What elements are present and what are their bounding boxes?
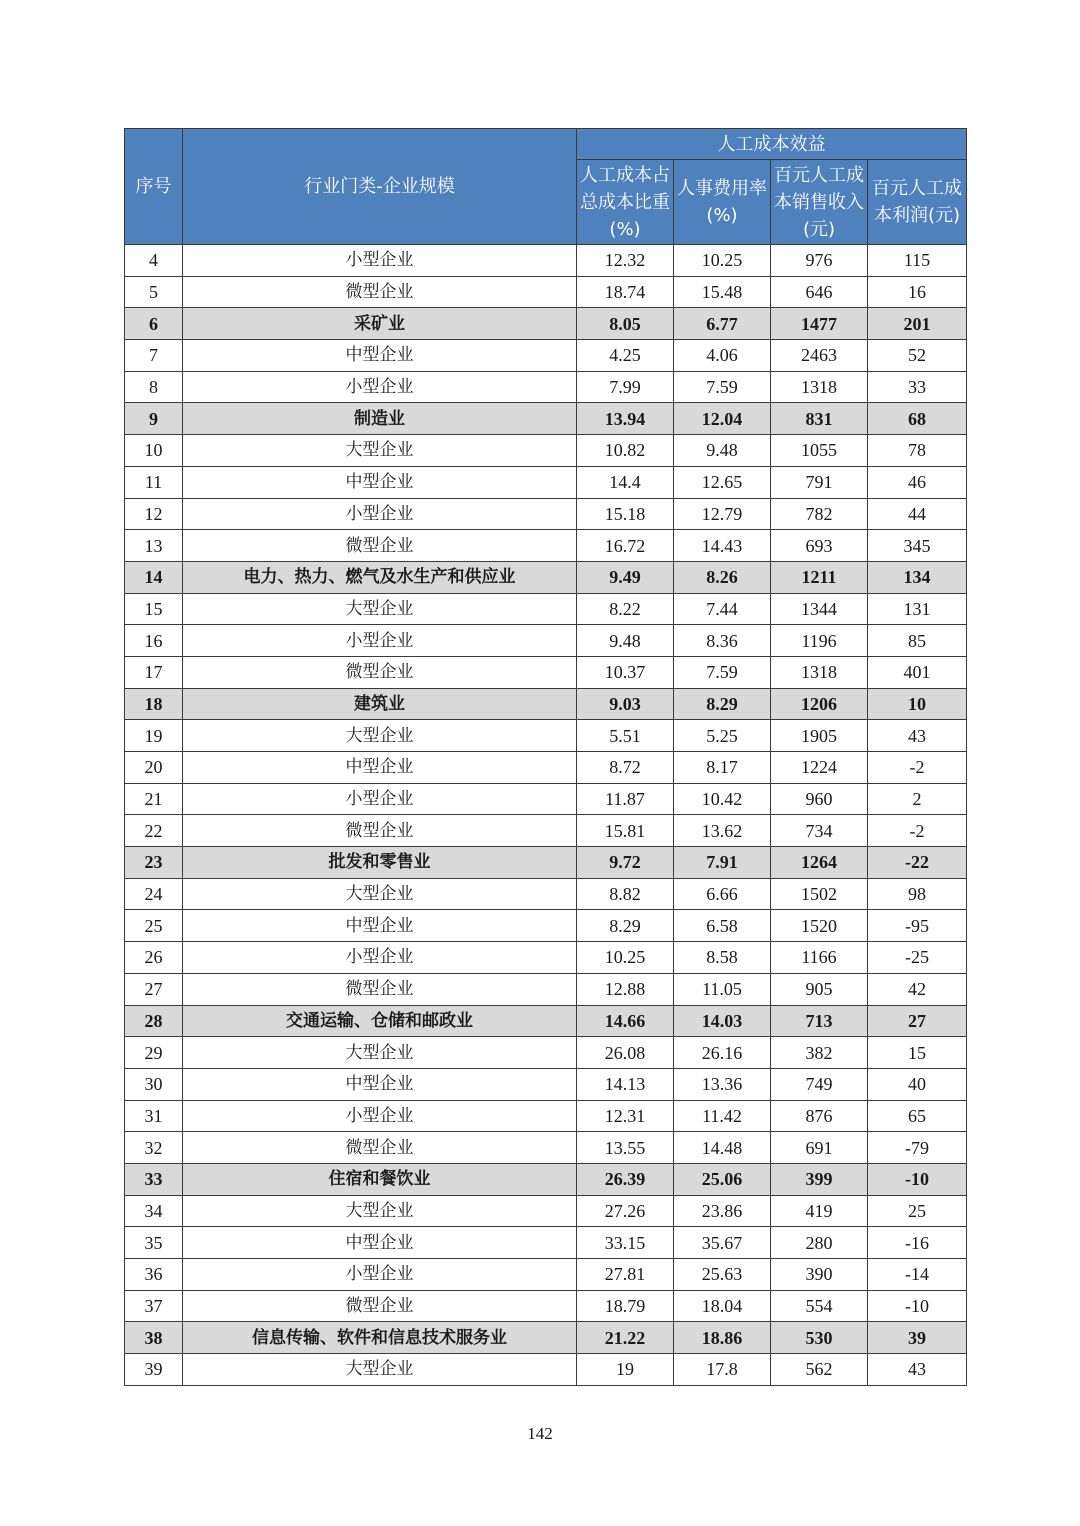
cost-share-cell: 9.48 [577,625,674,657]
personnel-expense-rate-cell: 15.48 [674,276,771,308]
profit-per-hundred-cell: 27 [868,1005,967,1037]
row-name-cell: 小型企业 [183,498,577,530]
personnel-expense-rate-cell: 12.79 [674,498,771,530]
cost-share-cell: 19 [577,1354,674,1386]
personnel-expense-rate-cell: 6.66 [674,878,771,910]
profit-per-hundred-cell: 33 [868,371,967,403]
personnel-expense-rate-cell: 12.65 [674,466,771,498]
sales-per-hundred-cell: 1344 [771,593,868,625]
row-name-cell: 大型企业 [183,720,577,752]
row-seq-cell: 26 [125,942,183,974]
profit-per-hundred-cell: 15 [868,1037,967,1069]
profit-per-hundred-cell: 68 [868,403,967,435]
personnel-expense-rate-cell: 7.59 [674,371,771,403]
sales-per-hundred-cell: 976 [771,245,868,277]
personnel-expense-rate-cell: 8.29 [674,688,771,720]
header-sales-per-hundred: 百元人工成本销售收入(元) [771,160,868,245]
labor-cost-efficiency-table [124,128,967,1386]
row-seq-cell: 8 [125,371,183,403]
row-name-cell: 采矿业 [183,308,577,340]
row-seq-cell: 39 [125,1354,183,1386]
personnel-expense-rate-cell: 18.86 [674,1322,771,1354]
cost-share-cell: 27.81 [577,1259,674,1291]
table-row [125,340,967,372]
profit-per-hundred-cell: 134 [868,561,967,593]
row-seq-cell: 27 [125,973,183,1005]
table-row [125,1100,967,1132]
cost-share-cell: 14.13 [577,1068,674,1100]
row-name-cell: 小型企业 [183,942,577,974]
row-name-cell: 大型企业 [183,435,577,467]
sales-per-hundred-cell: 1224 [771,752,868,784]
table-row [125,498,967,530]
category-row [125,403,967,435]
sales-per-hundred-cell: 562 [771,1354,868,1386]
cost-share-cell: 8.82 [577,878,674,910]
data-table-container [124,128,966,1386]
row-name-cell: 大型企业 [183,1354,577,1386]
cost-share-cell: 15.81 [577,815,674,847]
profit-per-hundred-cell: 40 [868,1068,967,1100]
cost-share-cell: 14.4 [577,466,674,498]
personnel-expense-rate-cell: 35.67 [674,1227,771,1259]
profit-per-hundred-cell: 39 [868,1322,967,1354]
row-seq-cell: 21 [125,783,183,815]
profit-per-hundred-cell: 85 [868,625,967,657]
personnel-expense-rate-cell: 7.91 [674,847,771,879]
row-name-cell: 小型企业 [183,1259,577,1291]
personnel-expense-rate-cell: 13.62 [674,815,771,847]
header-group-efficiency: 人工成本效益 [577,129,967,160]
row-name-cell: 大型企业 [183,878,577,910]
header-personnel-expense-rate: 人事费用率(%) [674,160,771,245]
table-row [125,783,967,815]
sales-per-hundred-cell: 382 [771,1037,868,1069]
row-seq-cell: 9 [125,403,183,435]
profit-per-hundred-cell: 16 [868,276,967,308]
row-name-cell: 交通运输、仓储和邮政业 [183,1005,577,1037]
sales-per-hundred-cell: 646 [771,276,868,308]
row-seq-cell: 38 [125,1322,183,1354]
table-row [125,276,967,308]
row-name-cell: 微型企业 [183,1290,577,1322]
sales-per-hundred-cell: 1166 [771,942,868,974]
cost-share-cell: 33.15 [577,1227,674,1259]
row-seq-cell: 32 [125,1132,183,1164]
row-seq-cell: 33 [125,1163,183,1195]
cost-share-cell: 11.87 [577,783,674,815]
sales-per-hundred-cell: 876 [771,1100,868,1132]
sales-per-hundred-cell: 1318 [771,656,868,688]
profit-per-hundred-cell: 44 [868,498,967,530]
profit-per-hundred-cell: 401 [868,656,967,688]
table-row [125,1037,967,1069]
personnel-expense-rate-cell: 10.25 [674,245,771,277]
profit-per-hundred-cell: -2 [868,752,967,784]
sales-per-hundred-cell: 691 [771,1132,868,1164]
table-row [125,593,967,625]
row-name-cell: 小型企业 [183,371,577,403]
personnel-expense-rate-cell: 4.06 [674,340,771,372]
category-row [125,308,967,340]
row-name-cell: 中型企业 [183,1068,577,1100]
header-cost-share: 人工成本占总成本比重(%) [577,160,674,245]
row-name-cell: 电力、热力、燃气及水生产和供应业 [183,561,577,593]
profit-per-hundred-cell: 25 [868,1195,967,1227]
profit-per-hundred-cell: 201 [868,308,967,340]
row-seq-cell: 30 [125,1068,183,1100]
row-name-cell: 大型企业 [183,1195,577,1227]
row-name-cell: 微型企业 [183,815,577,847]
row-seq-cell: 14 [125,561,183,593]
cost-share-cell: 13.94 [577,403,674,435]
row-seq-cell: 11 [125,466,183,498]
personnel-expense-rate-cell: 7.44 [674,593,771,625]
table-row [125,1290,967,1322]
sales-per-hundred-cell: 749 [771,1068,868,1100]
profit-per-hundred-cell: 2 [868,783,967,815]
cost-share-cell: 12.32 [577,245,674,277]
profit-per-hundred-cell: 46 [868,466,967,498]
row-seq-cell: 25 [125,910,183,942]
cost-share-cell: 12.31 [577,1100,674,1132]
header-industry: 行业门类-企业规模 [183,129,577,245]
row-seq-cell: 4 [125,245,183,277]
table-row [125,942,967,974]
profit-per-hundred-cell: -79 [868,1132,967,1164]
cost-share-cell: 15.18 [577,498,674,530]
row-name-cell: 小型企业 [183,625,577,657]
cost-share-cell: 13.55 [577,1132,674,1164]
profit-per-hundred-cell: -2 [868,815,967,847]
table-row [125,752,967,784]
table-row [125,878,967,910]
sales-per-hundred-cell: 791 [771,466,868,498]
row-seq-cell: 18 [125,688,183,720]
table-row [125,530,967,562]
row-name-cell: 微型企业 [183,276,577,308]
row-seq-cell: 5 [125,276,183,308]
sales-per-hundred-cell: 280 [771,1227,868,1259]
sales-per-hundred-cell: 1264 [771,847,868,879]
header-seq: 序号 [125,129,183,245]
row-seq-cell: 12 [125,498,183,530]
table-row [125,815,967,847]
row-name-cell: 中型企业 [183,466,577,498]
row-name-cell: 制造业 [183,403,577,435]
cost-share-cell: 9.49 [577,561,674,593]
cost-share-cell: 26.39 [577,1163,674,1195]
profit-per-hundred-cell: -25 [868,942,967,974]
table-row [125,720,967,752]
sales-per-hundred-cell: 905 [771,973,868,1005]
row-seq-cell: 16 [125,625,183,657]
row-seq-cell: 6 [125,308,183,340]
table-row [125,656,967,688]
personnel-expense-rate-cell: 8.17 [674,752,771,784]
profit-per-hundred-cell: 42 [868,973,967,1005]
category-row [125,1322,967,1354]
row-name-cell: 大型企业 [183,593,577,625]
page-number: 142 [527,1424,553,1443]
row-name-cell: 住宿和餐饮业 [183,1163,577,1195]
row-name-cell: 中型企业 [183,752,577,784]
profit-per-hundred-cell: -16 [868,1227,967,1259]
profit-per-hundred-cell: -10 [868,1163,967,1195]
personnel-expense-rate-cell: 18.04 [674,1290,771,1322]
cost-share-cell: 10.82 [577,435,674,467]
profit-per-hundred-cell: -22 [868,847,967,879]
table-row [125,371,967,403]
category-row [125,1005,967,1037]
row-seq-cell: 22 [125,815,183,847]
cost-share-cell: 14.66 [577,1005,674,1037]
row-name-cell: 中型企业 [183,340,577,372]
row-seq-cell: 29 [125,1037,183,1069]
personnel-expense-rate-cell: 17.8 [674,1354,771,1386]
cost-share-cell: 21.22 [577,1322,674,1354]
cost-share-cell: 12.88 [577,973,674,1005]
table-row [125,245,967,277]
row-seq-cell: 36 [125,1259,183,1291]
row-seq-cell: 20 [125,752,183,784]
profit-per-hundred-cell: -95 [868,910,967,942]
personnel-expense-rate-cell: 11.42 [674,1100,771,1132]
row-seq-cell: 10 [125,435,183,467]
row-seq-cell: 28 [125,1005,183,1037]
row-seq-cell: 23 [125,847,183,879]
sales-per-hundred-cell: 554 [771,1290,868,1322]
row-name-cell: 微型企业 [183,1132,577,1164]
personnel-expense-rate-cell: 10.42 [674,783,771,815]
personnel-expense-rate-cell: 8.58 [674,942,771,974]
personnel-expense-rate-cell: 25.63 [674,1259,771,1291]
personnel-expense-rate-cell: 14.48 [674,1132,771,1164]
profit-per-hundred-cell: 131 [868,593,967,625]
cost-share-cell: 18.79 [577,1290,674,1322]
cost-share-cell: 9.72 [577,847,674,879]
personnel-expense-rate-cell: 7.59 [674,656,771,688]
profit-per-hundred-cell: 345 [868,530,967,562]
personnel-expense-rate-cell: 8.26 [674,561,771,593]
profit-per-hundred-cell: 10 [868,688,967,720]
personnel-expense-rate-cell: 26.16 [674,1037,771,1069]
cost-share-cell: 10.37 [577,656,674,688]
row-seq-cell: 34 [125,1195,183,1227]
table-row [125,1354,967,1386]
profit-per-hundred-cell: 43 [868,720,967,752]
category-row [125,561,967,593]
table-row [125,1068,967,1100]
table-row [125,1132,967,1164]
row-name-cell: 中型企业 [183,910,577,942]
sales-per-hundred-cell: 1905 [771,720,868,752]
profit-per-hundred-cell: 52 [868,340,967,372]
table-row [125,435,967,467]
profit-per-hundred-cell: 98 [868,878,967,910]
row-name-cell: 建筑业 [183,688,577,720]
cost-share-cell: 10.25 [577,942,674,974]
row-seq-cell: 17 [125,656,183,688]
table-row [125,1227,967,1259]
table-row [125,1259,967,1291]
sales-per-hundred-cell: 1318 [771,371,868,403]
row-seq-cell: 24 [125,878,183,910]
table-body [125,245,967,1386]
cost-share-cell: 16.72 [577,530,674,562]
category-row [125,688,967,720]
table-row [125,625,967,657]
personnel-expense-rate-cell: 13.36 [674,1068,771,1100]
personnel-expense-rate-cell: 6.58 [674,910,771,942]
row-seq-cell: 35 [125,1227,183,1259]
sales-per-hundred-cell: 1477 [771,308,868,340]
cost-share-cell: 26.08 [577,1037,674,1069]
personnel-expense-rate-cell: 14.03 [674,1005,771,1037]
sales-per-hundred-cell: 693 [771,530,868,562]
sales-per-hundred-cell: 734 [771,815,868,847]
personnel-expense-rate-cell: 14.43 [674,530,771,562]
profit-per-hundred-cell: 65 [868,1100,967,1132]
table-row [125,910,967,942]
cost-share-cell: 9.03 [577,688,674,720]
row-seq-cell: 37 [125,1290,183,1322]
row-name-cell: 微型企业 [183,656,577,688]
row-name-cell: 微型企业 [183,530,577,562]
sales-per-hundred-cell: 1206 [771,688,868,720]
profit-per-hundred-cell: 115 [868,245,967,277]
row-seq-cell: 13 [125,530,183,562]
profit-per-hundred-cell: 78 [868,435,967,467]
cost-share-cell: 5.51 [577,720,674,752]
sales-per-hundred-cell: 831 [771,403,868,435]
row-seq-cell: 15 [125,593,183,625]
sales-per-hundred-cell: 390 [771,1259,868,1291]
table-row [125,466,967,498]
row-name-cell: 小型企业 [183,245,577,277]
cost-share-cell: 8.22 [577,593,674,625]
profit-per-hundred-cell: -14 [868,1259,967,1291]
row-name-cell: 小型企业 [183,783,577,815]
cost-share-cell: 8.72 [577,752,674,784]
row-name-cell: 中型企业 [183,1227,577,1259]
row-seq-cell: 31 [125,1100,183,1132]
cost-share-cell: 8.05 [577,308,674,340]
sales-per-hundred-cell: 419 [771,1195,868,1227]
sales-per-hundred-cell: 782 [771,498,868,530]
profit-per-hundred-cell: -10 [868,1290,967,1322]
personnel-expense-rate-cell: 12.04 [674,403,771,435]
personnel-expense-rate-cell: 9.48 [674,435,771,467]
table-row [125,1195,967,1227]
row-name-cell: 信息传输、软件和信息技术服务业 [183,1322,577,1354]
sales-per-hundred-cell: 2463 [771,340,868,372]
personnel-expense-rate-cell: 25.06 [674,1163,771,1195]
category-row [125,1163,967,1195]
table-row [125,973,967,1005]
row-name-cell: 小型企业 [183,1100,577,1132]
personnel-expense-rate-cell: 23.86 [674,1195,771,1227]
row-name-cell: 大型企业 [183,1037,577,1069]
personnel-expense-rate-cell: 6.77 [674,308,771,340]
row-name-cell: 微型企业 [183,973,577,1005]
category-row [125,847,967,879]
sales-per-hundred-cell: 530 [771,1322,868,1354]
sales-per-hundred-cell: 1502 [771,878,868,910]
cost-share-cell: 18.74 [577,276,674,308]
sales-per-hundred-cell: 1211 [771,561,868,593]
row-name-cell: 批发和零售业 [183,847,577,879]
personnel-expense-rate-cell: 8.36 [674,625,771,657]
sales-per-hundred-cell: 399 [771,1163,868,1195]
sales-per-hundred-cell: 1196 [771,625,868,657]
profit-per-hundred-cell: 43 [868,1354,967,1386]
cost-share-cell: 8.29 [577,910,674,942]
cost-share-cell: 27.26 [577,1195,674,1227]
sales-per-hundred-cell: 960 [771,783,868,815]
personnel-expense-rate-cell: 5.25 [674,720,771,752]
sales-per-hundred-cell: 1520 [771,910,868,942]
sales-per-hundred-cell: 713 [771,1005,868,1037]
cost-share-cell: 4.25 [577,340,674,372]
sales-per-hundred-cell: 1055 [771,435,868,467]
row-seq-cell: 19 [125,720,183,752]
row-seq-cell: 7 [125,340,183,372]
cost-share-cell: 7.99 [577,371,674,403]
header-profit-per-hundred: 百元人工成本利润(元) [868,160,967,245]
personnel-expense-rate-cell: 11.05 [674,973,771,1005]
